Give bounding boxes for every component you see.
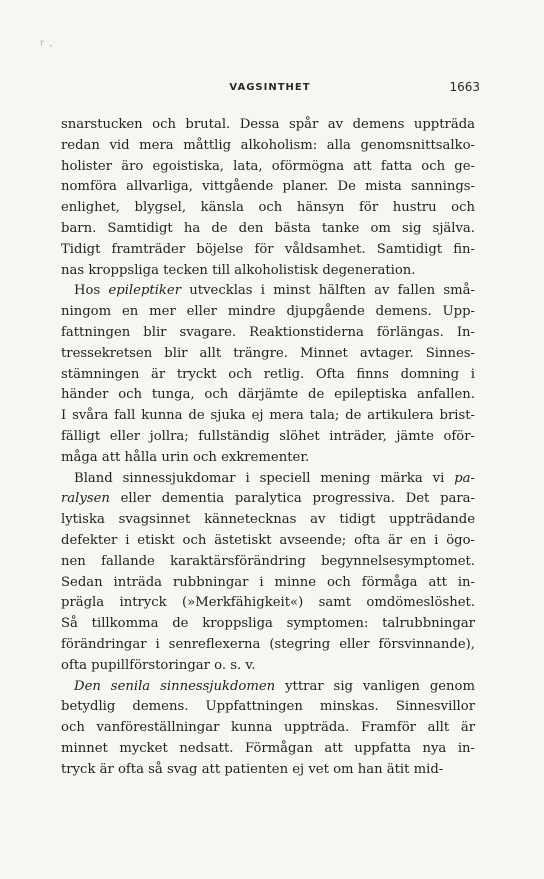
text-line: defekter i etiskt och ästetiskt avseende; ofta är en i ögo-: [61, 532, 475, 548]
text-line: stämningen är tryckt och retlig. Ofta finns domning i: [61, 366, 475, 382]
text-line: nen fallande karaktärsförändring begynnelsesymptomet.: [61, 553, 475, 569]
text-line: tryck är ofta så svag att patienten ej vet om han ätit mid-: [61, 761, 444, 777]
text-line: nas kroppsliga tecken till alkoholistisk degeneration.: [61, 262, 416, 278]
text-line: nomföra allvarliga, vittgående planer. De mista sannings-: [61, 179, 475, 195]
text-line: minnet mycket nedsatt. Förmågan att uppfatta nya in-: [61, 740, 475, 756]
text-line: Tidigt framträder böjelse för våldsamhet. Samtidigt fin-: [61, 241, 475, 257]
text-line: ralysen eller dementia paralytica progressiva. Det para-: [61, 491, 475, 507]
body-text: [61, 115, 475, 781]
text-line: enlighet, blygsel, känsla och hänsyn för hustru och: [61, 200, 475, 216]
text-line: ningom en mer eller mindre djupgående demens. Upp-: [61, 304, 475, 320]
text-line: ofta pupillförstoringar o. s. v.: [61, 657, 256, 673]
text-line: holister äro egoistiska, lata, oförmögna att fatta och ge-: [61, 158, 475, 174]
text-line: I svåra fall kunna de sjuka ej mera tala; de artikulera brist-: [61, 408, 475, 424]
text-line: tressekretsen blir allt trängre. Minnet avtager. Sinnes-: [61, 345, 475, 361]
stray-mark: r ,: [40, 38, 54, 49]
text-line: händer och tunga, och därjämte de epileptiska anfallen.: [61, 387, 475, 403]
running-head: [60, 78, 480, 98]
text-line: Så tillkomma de kroppsliga symptomen: talrubbningar: [61, 616, 475, 632]
page-number: 1663: [449, 80, 480, 94]
text-line: redan vid mera måttlig alkoholism: alla genomsnittsalko-: [61, 137, 475, 153]
text-line: betydlig demens. Uppfattningen minskas. Sinnesvillor: [61, 699, 475, 715]
text-line: och vanföreställningar kunna uppträda. Framför allt är: [61, 720, 475, 736]
running-title: VAGSINTHET: [229, 82, 311, 93]
text-line: fattningen blir svagare. Reaktionstiderna förlängas. In-: [61, 324, 475, 340]
text-line: lytiska svagsinnet kännetecknas av tidigt uppträdande: [61, 512, 475, 528]
text-line: Den senila sinnessjukdomen yttrar sig vanligen genom: [74, 678, 475, 694]
text-line: förändringar i senreflexerna (stegring eller försvinnande),: [61, 636, 475, 652]
text-line: måga att hålla urin och exkrementer.: [61, 449, 310, 465]
text-line: snarstucken och brutal. Dessa spår av demens uppträda: [61, 117, 475, 132]
text-line: Sedan inträda rubbningar i minne och förmåga att in-: [61, 574, 475, 590]
text-line: prägla intryck (»Merkfähigkeit«) samt omdömeslöshet.: [61, 595, 475, 611]
text-line: Hos epileptiker utvecklas i minst hälften av fallen små-: [74, 283, 475, 299]
text-line: Bland sinnessjukdomar i speciell mening märka vi pa-: [74, 470, 475, 486]
text-line: barn. Samtidigt ha de den bästa tanke om sig själva.: [61, 220, 475, 236]
text-line: fälligt eller jollra; fullständig slöhet inträder, jämte oför-: [61, 428, 475, 444]
